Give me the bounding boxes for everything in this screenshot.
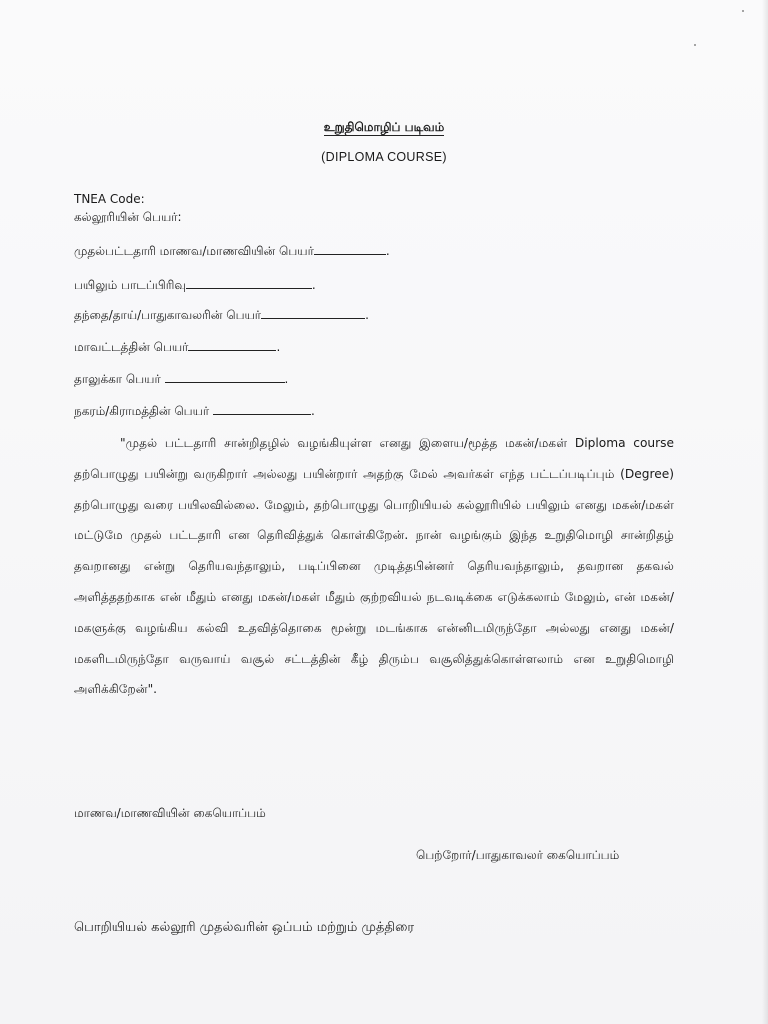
- field-taluk: [74, 370, 288, 388]
- fill-blank: [188, 338, 276, 351]
- fill-blank: [261, 306, 365, 319]
- scan-speck: [742, 10, 744, 12]
- fill-blank: [165, 370, 285, 383]
- field-suffix: .: [310, 404, 315, 418]
- field-course: [74, 276, 316, 294]
- field-suffix: .: [284, 372, 289, 386]
- field-label: தந்தை/தாய்/பாதுகாவலரின் பெயர்: [74, 308, 262, 322]
- field-label: மாவட்டத்தின் பெயர்: [74, 340, 189, 354]
- declaration-paragraph: [74, 428, 674, 705]
- field-label: நகரம்/கிராமத்தின் பெயர்: [74, 404, 213, 418]
- tnea-code-label: TNEA Code:: [74, 192, 145, 206]
- declaration-text: "முதல் பட்டதாரி சான்றிதழில் வழங்கியுள்ள எனது இளைய/மூத்த மகன்/மகள் Diploma course தற்பொழுது பயின்று வருகிறார் அல்லது பயின்றார் அதற்கு மேல் அவர்கள் எந்த பட்டப்படிப்பும் (Degree) தற்பொழுது வரை பயிலவில்லை. மேலும், தற்பொழுது பொறியியல் கல்லூரியில் பயிலும் எனது மகன்/மகள் மட்டுமே முதல் பட்டதாரி என தெரிவித்துக் கொள்கிறேன். நான் வழங்கும் இந்த உறுதிமொழி சான்றிதழ் தவறானது என்று தெரியவந்தாலும், படிப்பினை முடித்தபின்னர் தெரியவந்தாலும், தவறான தகவல் அளித்ததற்காக என் மீதும் எனது மகன்/மகள் மீதும் குற்றவியல் நடவடிக்கை எடுக்கலாம் மேலும், என் மகன்/மகளுக்கு வழங்கிய கல்வி உதவித்தொகை மூன்று மடங்காக என்னிடமிருந்தோ அல்லது எனது மகன்/மகளிடமிருந்தோ வருவாய் வசூல் சட்டத்தின் கீழ் திரும்ப வசூலித்துக்கொள்ளலாம் என உறுதிமொழி அளிக்கிறேன்".: [74, 436, 674, 697]
- field-label: முதல்பட்டதாரி மாணவ/மாணவியின் பெயர்: [74, 244, 314, 258]
- parent-signature-label: பெற்றோர்/பாதுகாவலர் கையொப்பம்: [416, 848, 620, 862]
- field-suffix: .: [385, 244, 390, 258]
- field-suffix: .: [276, 340, 281, 354]
- scan-speck: [694, 44, 696, 46]
- field-label: பயிலும் பாடப்பிரிவு: [74, 278, 186, 292]
- form-title: [0, 120, 768, 136]
- fill-blank: [314, 242, 386, 255]
- field-label: தாலுக்கா பெயர்: [74, 372, 165, 386]
- fill-blank: [186, 276, 312, 289]
- field-town-village: [74, 402, 315, 420]
- field-student-name: [74, 242, 390, 260]
- field-suffix: .: [365, 308, 369, 322]
- field-parent-name: [74, 306, 369, 324]
- form-subtitle: (DIPLOMA COURSE): [321, 150, 447, 164]
- field-suffix: .: [311, 278, 316, 292]
- principal-seal-label: பொறியியல் கல்லூரி முதல்வரின் ஒப்பம் மற்றும் முத்திரை: [74, 920, 415, 935]
- field-district: [74, 338, 280, 356]
- student-signature-label: மாணவ/மாணவியின் கையொப்பம்: [74, 806, 266, 820]
- fill-blank: [213, 402, 311, 415]
- college-name-label: கல்லூரியின் பெயர்:: [74, 210, 182, 224]
- form-title-text: உறுதிமொழிப் படிவம்: [323, 120, 445, 134]
